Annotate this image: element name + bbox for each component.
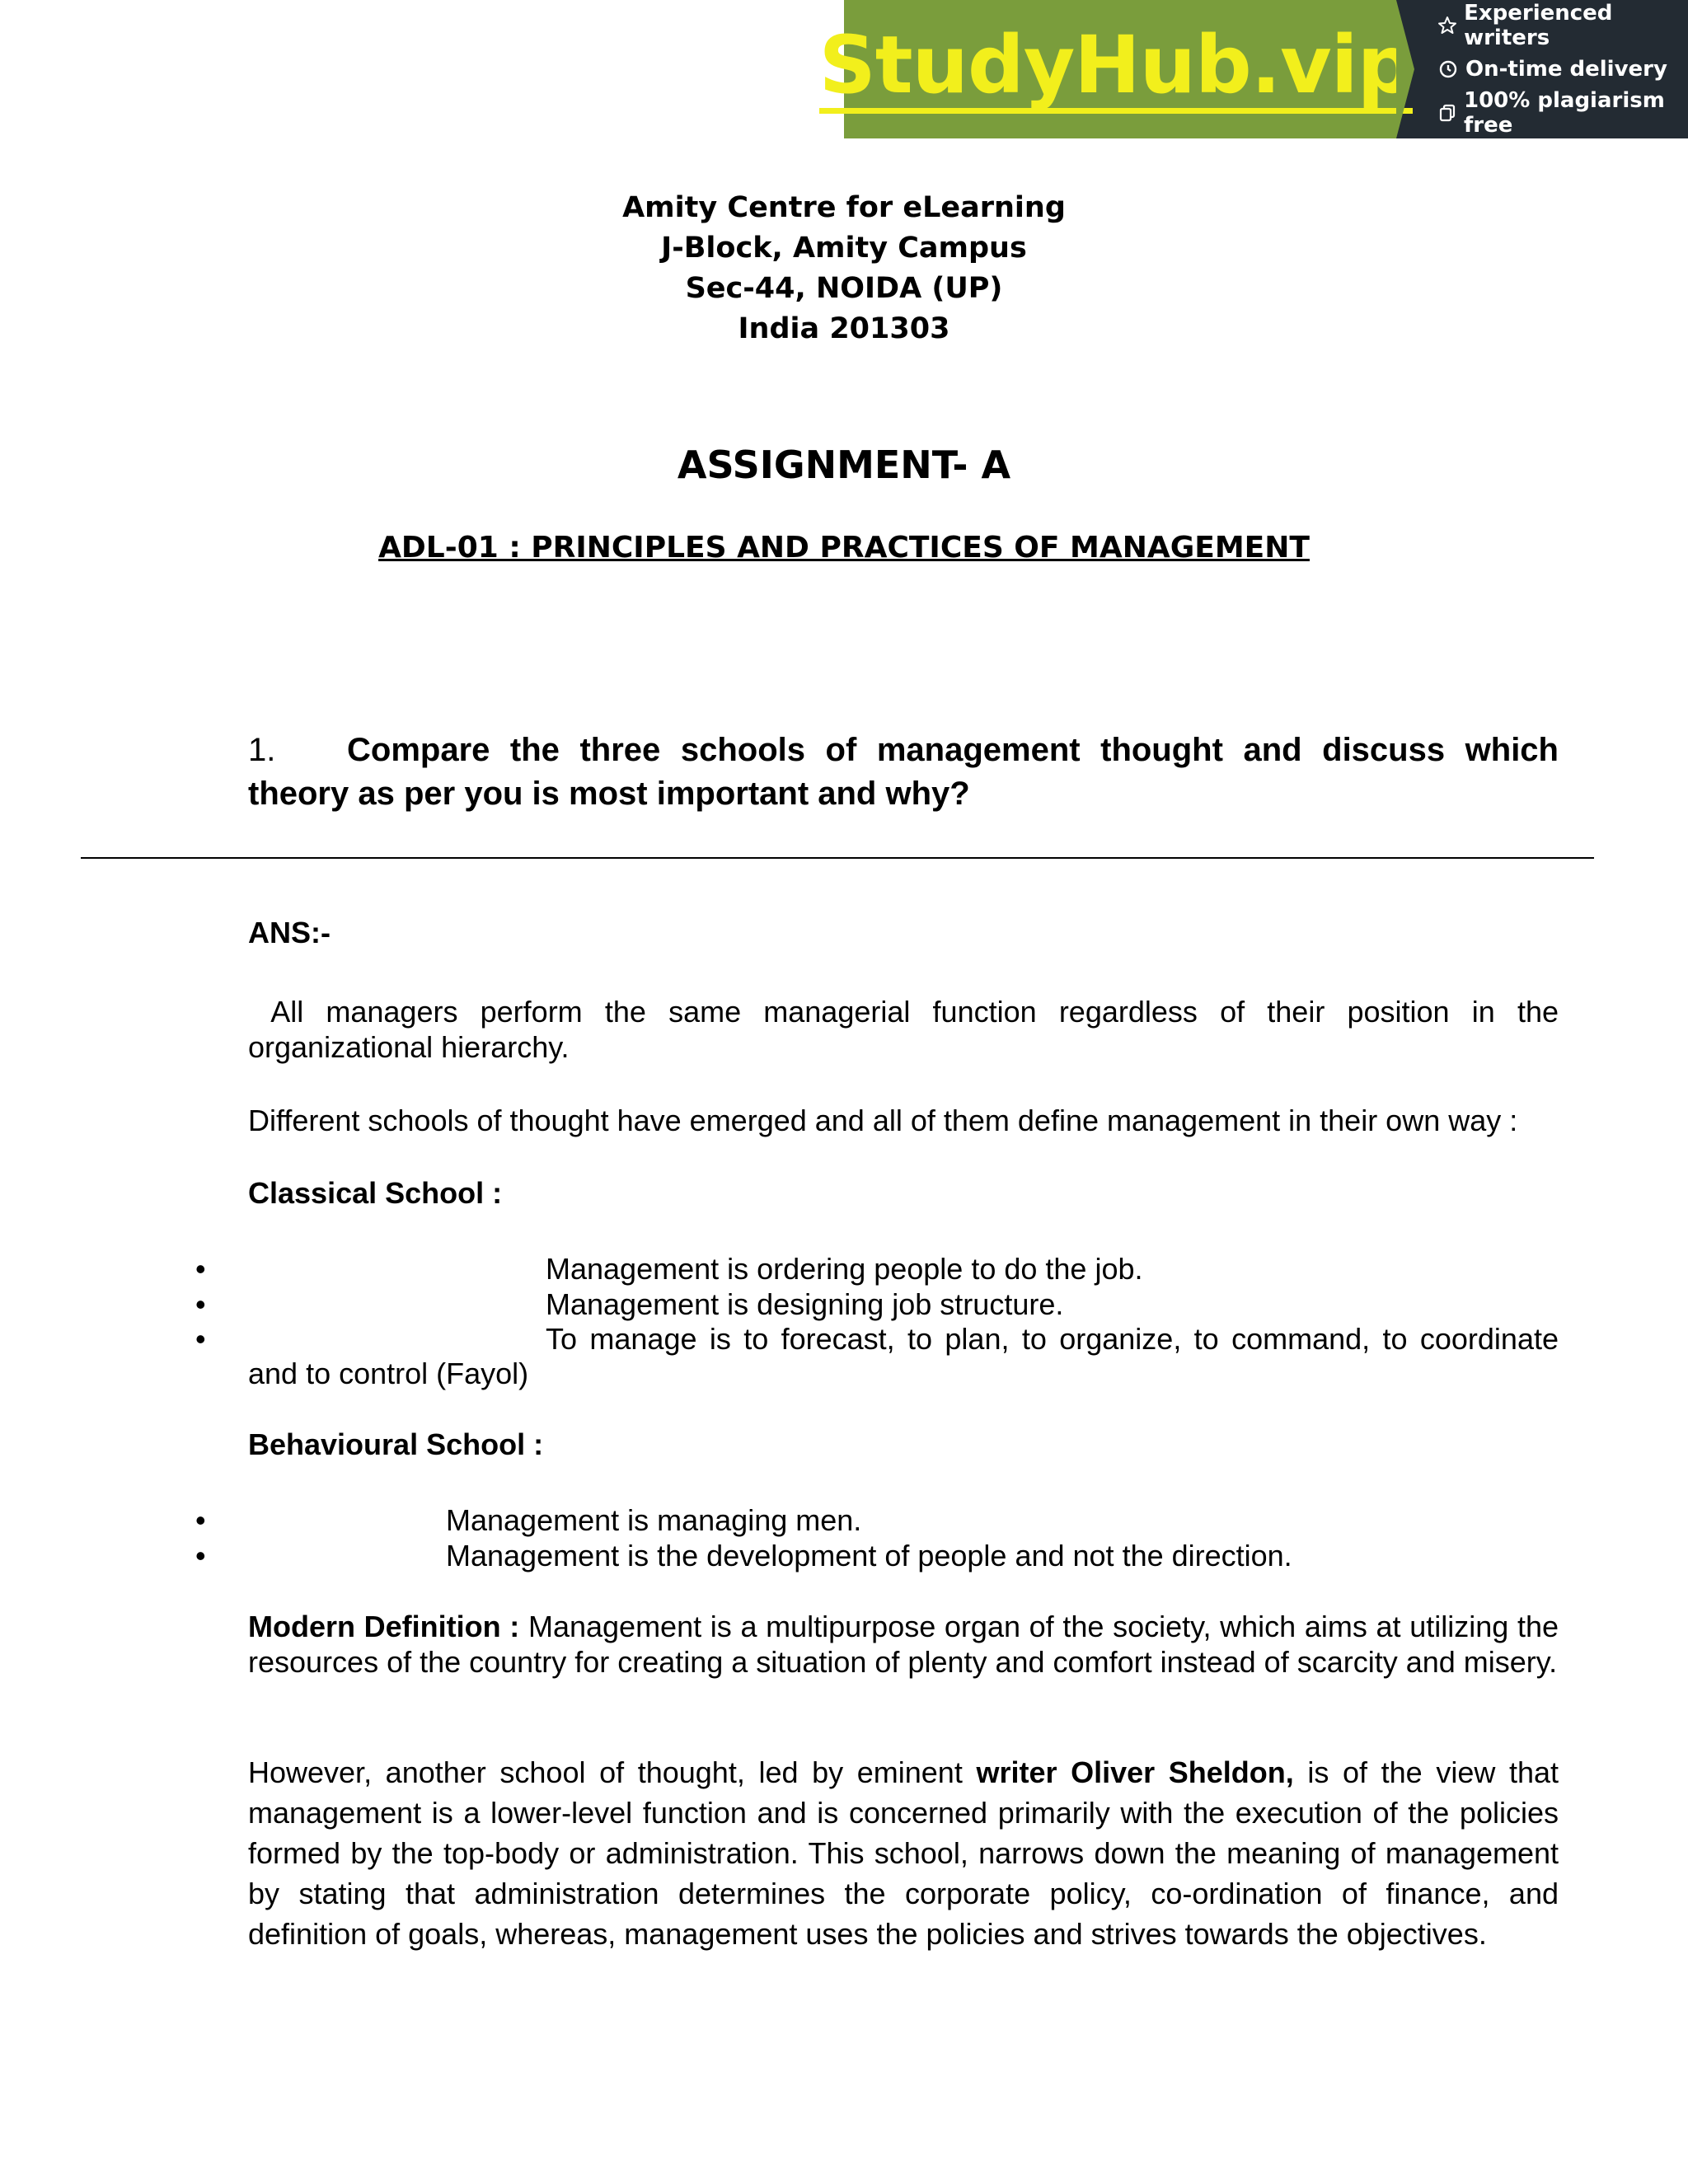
modern-definition-label: Modern Definition : bbox=[248, 1610, 520, 1643]
studyhub-logo: StudyHub.vip bbox=[819, 26, 1414, 114]
divider-line bbox=[81, 857, 1594, 859]
sheldon-name: writer Oliver Sheldon, bbox=[976, 1755, 1294, 1789]
banner-arrow-shape bbox=[1396, 0, 1414, 138]
feature-label: Experienced writers bbox=[1464, 1, 1613, 50]
sheldon-text-pre: However, another school of thought, led by eminent bbox=[248, 1755, 977, 1789]
classical-item-2: Management is designing job structure. bbox=[546, 1287, 1064, 1321]
feature-experienced-writers bbox=[1437, 1, 1688, 50]
feature-label: 100% plagiarism free bbox=[1464, 88, 1665, 138]
behavioural-item-2: Management is the development of people and not the direction. bbox=[446, 1539, 1292, 1572]
course-title: ADL-01 : PRINCIPLES AND PRACTICES OF MANAGEMENT bbox=[378, 531, 1310, 565]
answer-intro: All managers perform the same managerial function regardless of their position in the organizational hierarchy. bbox=[248, 995, 1568, 1064]
bullet-icon: • bbox=[195, 1322, 206, 1356]
answer-label: ANS:- bbox=[248, 916, 331, 949]
copy-icon bbox=[1437, 102, 1457, 124]
feature-label: On-time delivery bbox=[1465, 57, 1667, 82]
bullet-icon: • bbox=[195, 1252, 206, 1286]
bullet-icon: • bbox=[195, 1503, 206, 1537]
banner-features bbox=[1396, 0, 1688, 138]
sheldon-paragraph bbox=[248, 1752, 1568, 1954]
question-text: Compare the three schools of management thought and discuss which theory as per you is most important and why? bbox=[248, 732, 1559, 812]
bullet-icon: • bbox=[195, 1287, 206, 1321]
question-number: 1. bbox=[248, 732, 276, 768]
behavioural-item-1: Management is managing men. bbox=[446, 1503, 862, 1537]
bullet-icon: • bbox=[195, 1539, 206, 1572]
address-line: India 201303 bbox=[738, 312, 950, 345]
assignment-title: ASSIGNMENT- A bbox=[677, 443, 1011, 487]
feature-plagiarism-free bbox=[1437, 88, 1688, 138]
address-line: Sec-44, NOIDA (UP) bbox=[685, 272, 1003, 305]
sheldon-text-post: is of the view that management is a lower-level function and is concerned primarily with the execution of the policies formed by the top-body or administration. This school, narrows down the meaning of management by stating that administration determines the corporate policy, co-ordination of finance, and definition of goals, whereas, management uses the policies and strives towards the objectives. bbox=[248, 1755, 1568, 1951]
address-line: J-Block, Amity Campus bbox=[661, 232, 1027, 265]
institution-address bbox=[0, 188, 1688, 349]
studyhub-banner[interactable] bbox=[818, 0, 1688, 138]
classical-item-3: To manage is to forecast, to plan, to organize, to command, to coordinate bbox=[546, 1322, 1559, 1356]
address-line: Amity Centre for eLearning bbox=[622, 191, 1066, 224]
modern-definition bbox=[248, 1609, 1568, 1680]
feature-on-time-delivery bbox=[1437, 57, 1688, 82]
behavioural-school-heading: Behavioural School : bbox=[248, 1427, 544, 1461]
star-icon bbox=[1437, 15, 1457, 36]
classical-item-3-continuation: and to control (Fayol) bbox=[248, 1357, 529, 1390]
classical-item-1: Management is ordering people to do the job. bbox=[546, 1252, 1143, 1286]
modern-definition-text: Management is a multipurpose organ of the society, which aims at utilizing the resources of the country for creating a situation of plenty and comfort instead of scarcity and misery. bbox=[248, 1610, 1568, 1679]
banner-logo-area bbox=[818, 0, 1414, 138]
clock-icon bbox=[1437, 59, 1459, 80]
question-1 bbox=[248, 729, 1559, 816]
schools-intro: Different schools of thought have emerged and all of them define management in their own way : bbox=[248, 1104, 1518, 1137]
classical-school-heading: Classical School : bbox=[248, 1176, 503, 1210]
